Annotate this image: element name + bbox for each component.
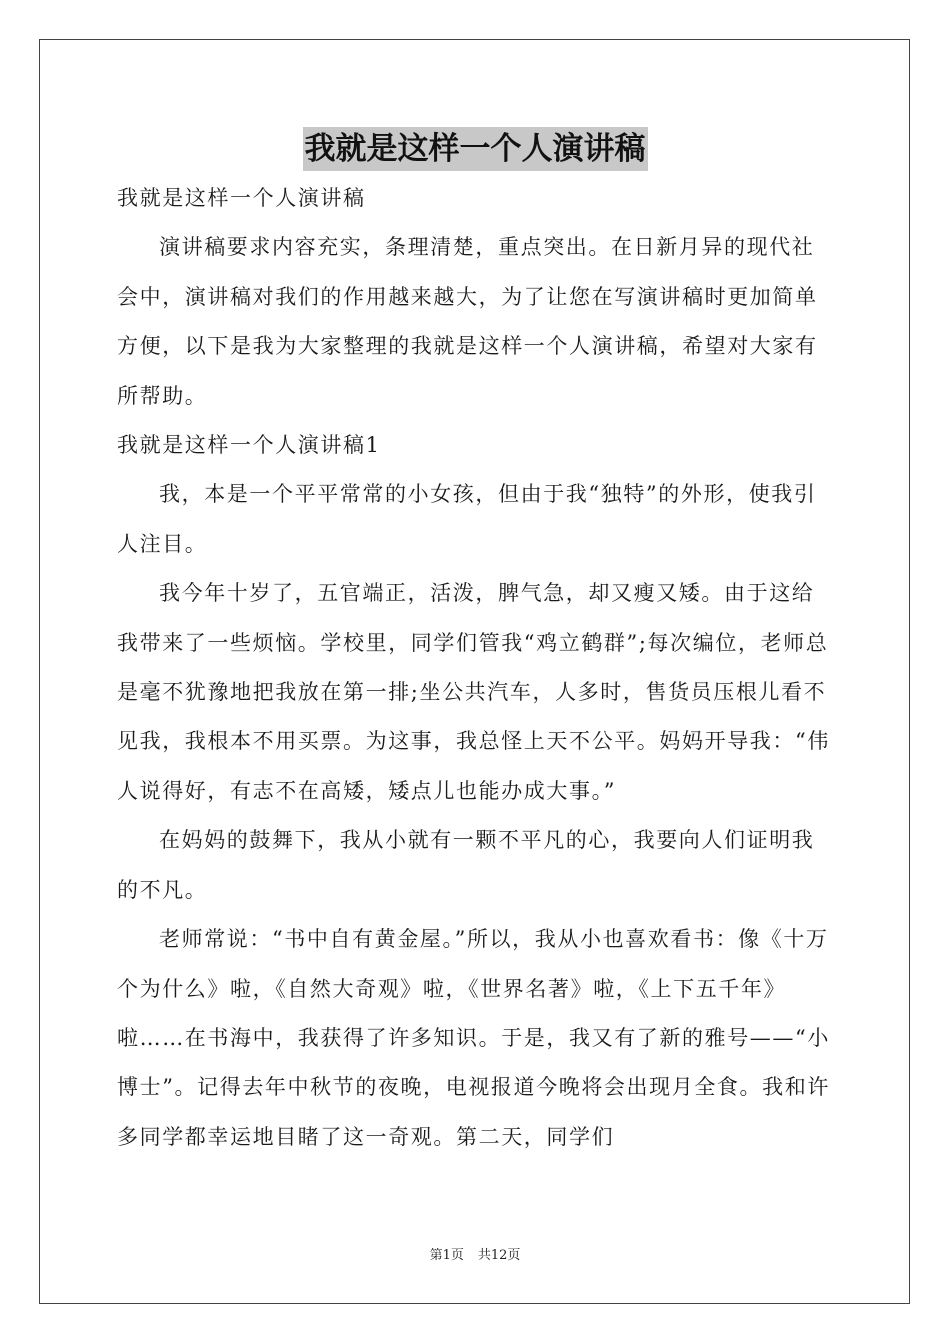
body-paragraph: 我今年十岁了，五官端正，活泼，脾气急，却又瘦又矮。由于这给我带来了一些烦恼。学校里，同学们管我“鸡立鹤群”;每次编位，老师总是毫不犹豫地把我放在第一排;坐公共汽车，人多时，售货员压根儿看不见我，我根本不用买票。为这事，我总怪上天不公平。妈妈开导我：“伟人说得好，有志不在高矮，矮点儿也能办成大事。” [117,581,830,803]
subtitle-line: 我就是这样一个人演讲稿 [117,186,366,210]
body-paragraph: 在妈妈的鼓舞下，我从小就有一颗不平凡的心，我要向人们证明我的不凡。 [117,828,815,902]
page-number: 第1页 [429,1248,464,1263]
intro-paragraph: 演讲稿要求内容充实，条理清楚，重点突出。在日新月异的现代社会中，演讲稿对我们的作用越来越大，为了让您在写演讲稿时更加简单方便，以下是我为大家整理的我就是这样一个人演讲稿，希望对大家有所帮助。 [117,235,818,408]
body-paragraph: 我，本是一个平平常常的小女孩，但由于我“独特”的外形，使我引人注目。 [117,482,817,556]
page-total: 共12页 [477,1248,521,1263]
page-footer [0,1247,950,1265]
title-container [0,127,950,171]
document-title: 我就是这样一个人演讲稿 [303,127,648,171]
document-body [117,174,835,1162]
body-paragraph: 老师常说：“书中自有黄金屋。”所以，我从小也喜欢看书：像《十万个为什么》啦，《自然大奇观》啦，《世界名著》啦，《上下五千年》啦……在书海中，我获得了许多知识。于是，我又有了新的雅号——“小博士”。记得去年中秋节的夜晚，电视报道今晚将会出现月全食。我和许多同学都幸运地目睹了这一奇观。第二天，同学们 [117,927,830,1149]
section-heading: 我就是这样一个人演讲稿1 [117,433,381,458]
